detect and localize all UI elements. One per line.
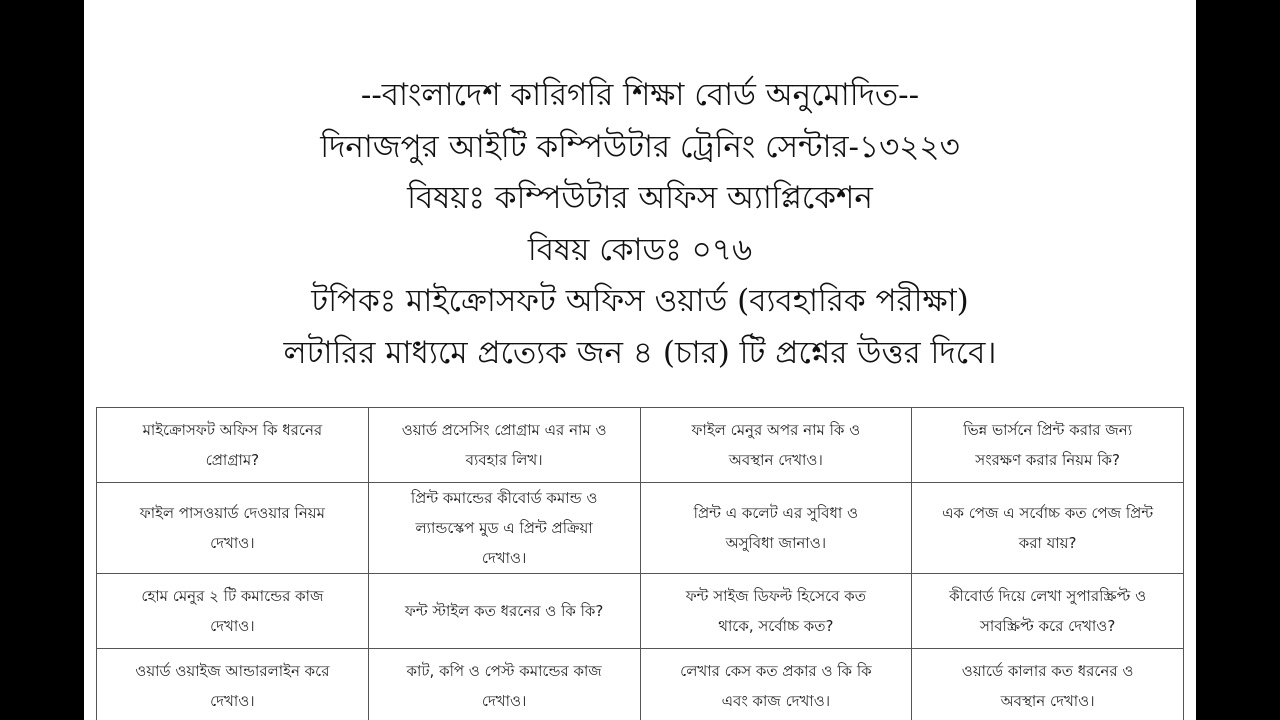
question-table (96, 407, 1184, 720)
question-cell: মাইক্রোসফট অফিস কি ধরনের প্রোগ্রাম? (97, 408, 369, 483)
question-cell: এক পেজ এ সর্বোচ্চ কত পেজ প্রিন্ট করা যায়? (912, 483, 1184, 574)
question-cell: ওয়ার্ডে কালার কত ধরনের ও অবস্থান দেখাও। (912, 649, 1184, 720)
question-cell: ফন্ট সাইজ ডিফল্ট হিসেবে কত থাকে, সর্বোচ্চ কত? (640, 574, 912, 649)
table-row (97, 408, 1184, 483)
document-page (84, 0, 1196, 720)
document-header (84, 70, 1196, 379)
question-cell: কীবোর্ড দিয়ে লেখা সুপারস্ক্রিপ্ট ও সাবস্ক্রিপ্ট করে দেখাও? (912, 574, 1184, 649)
table-row (97, 483, 1184, 574)
question-cell: ওয়ার্ড প্রসেসিং প্রোগ্রাম এর নাম ও ব্যবহার লিখ। (368, 408, 640, 483)
question-cell: ওয়ার্ড ওয়াইজ আন্ডারলাইন করে দেখাও। (97, 649, 369, 720)
table-row (97, 574, 1184, 649)
subject-title: বিষয়ঃ কম্পিউটার অফিস অ্যাপ্লিকেশন (407, 180, 873, 216)
question-cell: ভিন্ন ভার্সনে প্রিন্ট করার জন্য সংরক্ষণ করার নিয়ম কি? (912, 408, 1184, 483)
subject-code: বিষয় কোডঃ ০৭৬ (527, 231, 753, 268)
board-approval-line: --বাংলাদেশ কারিগরি শিক্ষা বোর্ড অনুমোদিত-- (360, 77, 920, 113)
topic-title: টপিকঃ মাইক্রোসফট অফিস ওয়ার্ড (ব্যবহারিক পরীক্ষা) (311, 283, 969, 319)
question-cell: ফন্ট স্টাইল কত ধরনের ও কি কি? (368, 574, 640, 649)
table-row (97, 649, 1184, 720)
question-cell: কাট, কপি ও পেস্ট কমান্ডের কাজ দেখাও। (368, 649, 640, 720)
question-cell: প্রিন্ট কমান্ডের কীবোর্ড কমান্ড ও ল্যান্ডস্কেপ মুড এ প্রিন্ট প্রক্রিয়া দেখাও। (368, 483, 640, 574)
training-center-name: দিনাজপুর আইটি কম্পিউটার ট্রেনিং সেন্টার-১৩২২৩ (320, 128, 960, 165)
question-cell: ফাইল মেনুর অপর নাম কি ও অবস্থান দেখাও। (640, 408, 912, 483)
question-cell: লেখার কেস কত প্রকার ও কি কি এবং কাজ দেখাও। (640, 649, 912, 720)
instruction-line: লটারির মাধ্যমে প্রত্যেক জন ৪ (চার) টি প্রশ্নের উত্তর দিবে। (283, 334, 997, 371)
question-cell: ফাইল পাসওয়ার্ড দেওয়ার নিয়ম দেখাও। (97, 483, 369, 574)
question-cell: হোম মেনুর ২ টি কমান্ডের কাজ দেখাও। (97, 574, 369, 649)
question-cell: প্রিন্ট এ কলেট এর সুবিধা ও অসুবিধা জানাও। (640, 483, 912, 574)
